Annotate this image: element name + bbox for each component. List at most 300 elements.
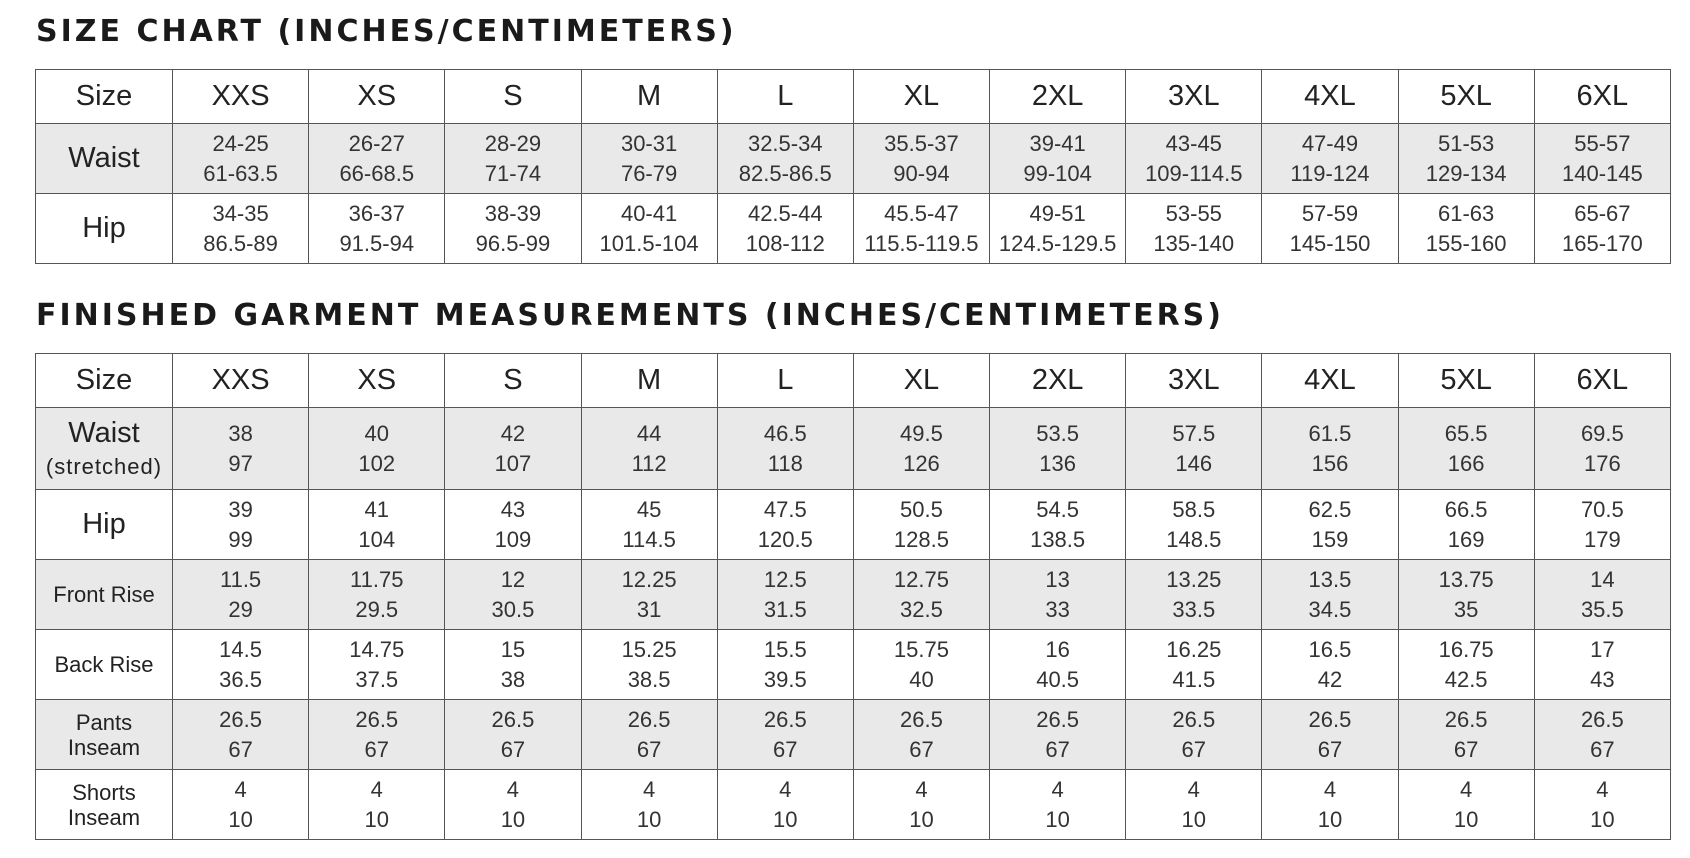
measurement-cell <box>1534 124 1670 194</box>
measurement-cell <box>1262 630 1398 700</box>
inches-value: 24-25 <box>212 130 269 156</box>
inches-value: 12.5 <box>763 566 807 592</box>
centimeters-value: 67 <box>1453 736 1479 762</box>
centimeters-value: 37.5 <box>355 666 399 692</box>
centimeters-value: 109-114.5 <box>1145 160 1243 186</box>
measurement-cell <box>717 124 853 194</box>
size-column-header: XL <box>853 354 989 408</box>
inches-value: 42 <box>500 420 526 446</box>
measurement-cell <box>445 700 581 770</box>
measurement-cell <box>1262 408 1398 490</box>
size-column-header: XS <box>309 70 445 124</box>
centimeters-value: 36.5 <box>219 666 262 692</box>
centimeters-value: 136 <box>1039 450 1076 476</box>
measurement-cell <box>1262 490 1398 560</box>
size-column-header: 5XL <box>1398 70 1534 124</box>
size-header-label: Size <box>36 354 173 408</box>
inches-value: 26.5 <box>627 706 671 732</box>
inches-value: 26.5 <box>1308 706 1352 732</box>
centimeters-value: 67 <box>909 736 934 762</box>
measurement-cell <box>445 194 581 264</box>
centimeters-value: 30.5 <box>491 596 535 622</box>
measurement-cell <box>1398 630 1534 700</box>
centimeters-value: 31.5 <box>763 596 807 622</box>
centimeters-value: 39.5 <box>763 666 807 692</box>
table-row <box>36 700 1671 770</box>
centimeters-value: 118 <box>767 450 803 476</box>
inches-value: 53.5 <box>1036 420 1080 446</box>
table-row <box>36 770 1671 840</box>
inches-value: 30-31 <box>620 130 678 156</box>
centimeters-value: 124.5-129.5 <box>998 230 1117 256</box>
inches-value: 62.5 <box>1308 496 1352 522</box>
centimeters-value: 67 <box>228 736 253 762</box>
row-label-line: Inseam <box>67 734 141 760</box>
inches-value: 11.75 <box>350 566 404 592</box>
inches-value: 40 <box>364 420 389 446</box>
inches-value: 58.5 <box>1172 496 1216 522</box>
centimeters-value: 29 <box>228 596 253 622</box>
inches-value: 26.5 <box>1172 706 1216 732</box>
measurement-cell <box>1534 560 1670 630</box>
centimeters-value: 135-140 <box>1153 230 1235 256</box>
measurement-cell <box>990 124 1126 194</box>
measurement-cell <box>717 194 853 264</box>
centimeters-value: 67 <box>500 736 526 762</box>
centimeters-value: 41.5 <box>1172 666 1216 692</box>
row-label-line: Pants <box>75 709 133 735</box>
centimeters-value: 99 <box>228 526 253 552</box>
measurement-cell <box>1262 124 1398 194</box>
inches-value: 57-59 <box>1301 200 1359 226</box>
centimeters-value: 109 <box>494 526 532 552</box>
measurement-cell <box>445 408 581 490</box>
size-column-header: L <box>717 70 853 124</box>
measurement-cell <box>173 124 309 194</box>
size-column-header: XXS <box>173 70 309 124</box>
inches-value: 40-41 <box>620 200 678 226</box>
inches-value: 53-55 <box>1165 200 1222 226</box>
inches-value: 61.5 <box>1308 420 1352 446</box>
centimeters-value: 35.5 <box>1580 596 1624 622</box>
inches-value: 49-51 <box>1029 200 1086 226</box>
centimeters-value: 10 <box>1317 806 1343 832</box>
inches-value: 26.5 <box>1036 706 1080 732</box>
centimeters-value: 145-150 <box>1289 230 1371 256</box>
centimeters-value: 71-74 <box>484 160 542 186</box>
centimeters-value: 10 <box>636 806 662 832</box>
centimeters-value: 156 <box>1311 450 1349 476</box>
inches-value: 16.25 <box>1166 636 1222 662</box>
inches-value: 43-45 <box>1165 130 1222 156</box>
measurement-cell <box>1126 770 1262 840</box>
measurement-cell <box>1534 630 1670 700</box>
centimeters-value: 10 <box>909 806 934 832</box>
measurement-cell <box>990 630 1126 700</box>
garment-measurements-table <box>35 353 1671 840</box>
measurement-cell <box>853 124 989 194</box>
measurement-cell <box>1534 194 1670 264</box>
size-column-header: 4XL <box>1262 354 1398 408</box>
centimeters-value: 102 <box>358 450 396 476</box>
centimeters-value: 97 <box>228 450 253 476</box>
measurement-cell <box>853 194 989 264</box>
table-row <box>36 124 1671 194</box>
inches-value: 26.5 <box>1444 706 1488 732</box>
inches-value: 65.5 <box>1444 420 1488 446</box>
inches-value: 17 <box>1590 636 1615 662</box>
table-row <box>36 408 1671 490</box>
inches-value: 47-49 <box>1301 130 1359 156</box>
measurement-cell <box>581 490 717 560</box>
centimeters-value: 166 <box>1447 450 1485 476</box>
size-column-header: 2XL <box>990 70 1126 124</box>
row-label <box>36 124 173 194</box>
inches-value: 4 <box>1187 776 1200 802</box>
measurement-cell <box>173 770 309 840</box>
centimeters-value: 10 <box>364 806 389 832</box>
inches-value: 46.5 <box>763 420 807 446</box>
centimeters-value: 67 <box>1317 736 1343 762</box>
centimeters-value: 29.5 <box>355 596 399 622</box>
inches-value: 47.5 <box>763 496 807 522</box>
size-column-header: 6XL <box>1534 354 1670 408</box>
measurement-cell <box>1262 194 1398 264</box>
inches-value: 4 <box>642 776 656 802</box>
garment-measurements-title: FINISHED GARMENT MEASUREMENTS (INCHES/CENTIMETERS) <box>36 298 1225 333</box>
centimeters-value: 31 <box>636 596 662 622</box>
inches-value: 28-29 <box>484 130 542 156</box>
table-row <box>36 490 1671 560</box>
size-column-header: XL <box>853 70 989 124</box>
measurement-cell <box>1126 408 1262 490</box>
inches-value: 54.5 <box>1036 496 1080 522</box>
centimeters-value: 40.5 <box>1036 666 1080 692</box>
measurement-cell <box>173 560 309 630</box>
inches-value: 13.25 <box>1166 566 1222 592</box>
centimeters-value: 101.5-104 <box>599 230 699 256</box>
measurement-cell <box>581 560 717 630</box>
measurement-cell <box>173 408 309 490</box>
centimeters-value: 10 <box>1045 806 1070 832</box>
centimeters-value: 112 <box>631 450 667 476</box>
centimeters-value: 90-94 <box>893 160 950 186</box>
size-chart-title: SIZE CHART (INCHES/CENTIMETERS) <box>36 14 737 49</box>
row-label <box>36 700 173 770</box>
size-column-header: L <box>717 354 853 408</box>
measurement-cell <box>309 124 445 194</box>
measurement-cell <box>173 630 309 700</box>
centimeters-value: 148.5 <box>1166 526 1222 552</box>
centimeters-value: 115.5-119.5 <box>864 230 979 256</box>
inches-value: 70.5 <box>1580 496 1624 522</box>
inches-value: 13.75 <box>1438 566 1494 592</box>
row-label <box>36 194 173 264</box>
inches-value: 26.5 <box>763 706 807 732</box>
inches-value: 14.5 <box>219 636 262 662</box>
size-column-header: 5XL <box>1398 354 1534 408</box>
table-row <box>36 630 1671 700</box>
row-label-line: Shorts <box>72 779 136 805</box>
row-label <box>36 560 173 630</box>
inches-value: 13.5 <box>1308 566 1352 592</box>
centimeters-value: 34.5 <box>1308 596 1352 622</box>
measurement-cell <box>990 408 1126 490</box>
centimeters-value: 120.5 <box>757 526 813 552</box>
inches-value: 16 <box>1045 636 1070 662</box>
centimeters-value: 114.5 <box>622 526 676 552</box>
inches-value: 32.5-34 <box>747 130 823 156</box>
measurement-cell <box>1262 700 1398 770</box>
measurement-cell <box>1262 560 1398 630</box>
measurement-cell <box>581 770 717 840</box>
inches-value: 26-27 <box>348 130 405 156</box>
table-row <box>36 194 1671 264</box>
measurement-cell <box>309 194 445 264</box>
inches-value: 4 <box>1323 776 1337 802</box>
inches-value: 35.5-37 <box>884 130 959 156</box>
inches-value: 49.5 <box>900 420 943 446</box>
measurement-cell <box>1126 560 1262 630</box>
row-label-text: Waist <box>68 417 140 449</box>
row-label-text: Hip <box>82 508 126 540</box>
centimeters-value: 40 <box>909 666 934 692</box>
size-column-header: 2XL <box>990 354 1126 408</box>
inches-value: 41 <box>364 496 389 522</box>
inches-value: 4 <box>779 776 792 802</box>
measurement-cell <box>717 770 853 840</box>
inches-value: 12.25 <box>621 566 677 592</box>
measurement-cell <box>717 630 853 700</box>
inches-value: 39-41 <box>1029 130 1086 156</box>
measurement-cell <box>1534 700 1670 770</box>
measurement-cell <box>445 630 581 700</box>
inches-value: 26.5 <box>1580 706 1624 732</box>
centimeters-value: 66-68.5 <box>339 160 415 186</box>
inches-value: 26.5 <box>355 706 399 732</box>
table-row <box>36 560 1671 630</box>
measurement-cell <box>445 124 581 194</box>
inches-value: 4 <box>1596 776 1609 802</box>
inches-value: 4 <box>506 776 520 802</box>
size-column-header: 6XL <box>1534 70 1670 124</box>
centimeters-value: 10 <box>228 806 253 832</box>
size-column-header: 3XL <box>1126 70 1262 124</box>
centimeters-value: 10 <box>500 806 526 832</box>
inches-value: 4 <box>1460 776 1473 802</box>
measurement-cell <box>990 560 1126 630</box>
row-label-text: Back Rise <box>54 652 154 677</box>
centimeters-value: 86.5-89 <box>203 230 278 256</box>
inches-value: 39 <box>228 496 253 522</box>
measurement-cell <box>1398 490 1534 560</box>
measurement-cell <box>990 700 1126 770</box>
row-label <box>36 490 173 560</box>
inches-value: 38 <box>228 420 253 446</box>
centimeters-value: 129-134 <box>1425 160 1507 186</box>
measurement-cell <box>1262 770 1398 840</box>
centimeters-value: 169 <box>1447 526 1485 552</box>
centimeters-value: 179 <box>1584 526 1621 552</box>
row-label-text: Waist <box>68 142 140 174</box>
measurement-cell <box>717 700 853 770</box>
measurement-cell <box>1398 770 1534 840</box>
measurement-cell <box>853 700 989 770</box>
inches-value: 66.5 <box>1444 496 1488 522</box>
inches-value: 26.5 <box>900 706 943 732</box>
measurement-cell <box>1534 490 1670 560</box>
measurement-cell <box>309 630 445 700</box>
inches-value: 15.25 <box>621 636 677 662</box>
size-header-row <box>36 354 1671 408</box>
measurement-cell <box>1126 194 1262 264</box>
centimeters-value: 99-104 <box>1023 160 1092 186</box>
centimeters-value: 42 <box>1317 666 1343 692</box>
centimeters-value: 176 <box>1584 450 1621 476</box>
centimeters-value: 42.5 <box>1444 666 1488 692</box>
centimeters-value: 138.5 <box>1030 526 1086 552</box>
measurement-cell <box>1126 700 1262 770</box>
centimeters-value: 67 <box>1590 736 1615 762</box>
measurement-cell <box>990 770 1126 840</box>
measurement-cell <box>1398 700 1534 770</box>
inches-value: 12.75 <box>893 566 949 592</box>
measurement-cell <box>1398 560 1534 630</box>
measurement-cell <box>309 700 445 770</box>
measurement-cell <box>990 194 1126 264</box>
inches-value: 14.75 <box>349 636 405 662</box>
size-column-header: XXS <box>173 354 309 408</box>
centimeters-value: 35 <box>1453 596 1479 622</box>
measurement-cell <box>853 408 989 490</box>
centimeters-value: 165-170 <box>1561 230 1643 256</box>
size-column-header: M <box>581 70 717 124</box>
centimeters-value: 76-79 <box>620 160 678 186</box>
inches-value: 45 <box>636 496 662 522</box>
centimeters-value: 104 <box>358 526 396 552</box>
inches-value: 13 <box>1045 566 1070 592</box>
inches-value: 11.5 <box>219 566 262 592</box>
inches-value: 16.5 <box>1308 636 1352 662</box>
centimeters-value: 33.5 <box>1172 596 1216 622</box>
inches-value: 69.5 <box>1580 420 1624 446</box>
centimeters-value: 67 <box>1045 736 1070 762</box>
centimeters-value: 67 <box>364 736 389 762</box>
measurement-cell <box>309 408 445 490</box>
inches-value: 43 <box>500 496 526 522</box>
inches-value: 15.75 <box>893 636 949 662</box>
centimeters-value: 96.5-99 <box>475 230 551 256</box>
inches-value: 57.5 <box>1172 420 1216 446</box>
centimeters-value: 82.5-86.5 <box>738 160 832 186</box>
measurement-cell <box>173 700 309 770</box>
inches-value: 65-67 <box>1574 200 1631 226</box>
measurement-cell <box>717 560 853 630</box>
measurement-cell <box>173 490 309 560</box>
measurement-cell <box>1534 408 1670 490</box>
measurement-cell <box>717 408 853 490</box>
centimeters-value: 91.5-94 <box>339 230 415 256</box>
measurement-cell <box>445 770 581 840</box>
row-label-text: Hip <box>82 212 126 244</box>
centimeters-value: 10 <box>1181 806 1207 832</box>
measurement-cell <box>853 560 989 630</box>
inches-value: 36-37 <box>348 200 405 226</box>
centimeters-value: 126 <box>903 450 940 476</box>
measurement-cell <box>581 630 717 700</box>
inches-value: 50.5 <box>900 496 943 522</box>
centimeters-value: 67 <box>636 736 662 762</box>
row-label-text: Front Rise <box>53 582 155 607</box>
measurement-cell <box>1398 124 1534 194</box>
centimeters-value: 119-124 <box>1290 160 1370 186</box>
measurement-cell <box>1398 194 1534 264</box>
inches-value: 12 <box>500 566 526 592</box>
inches-value: 4 <box>915 776 928 802</box>
inches-value: 16.75 <box>1438 636 1494 662</box>
centimeters-value: 140-145 <box>1561 160 1643 186</box>
inches-value: 51-53 <box>1437 130 1495 156</box>
centimeters-value: 159 <box>1311 526 1349 552</box>
measurement-cell <box>581 408 717 490</box>
inches-value: 4 <box>1051 776 1064 802</box>
size-chart-table <box>35 69 1671 264</box>
inches-value: 61-63 <box>1437 200 1495 226</box>
inches-value: 34-35 <box>212 200 269 226</box>
size-column-header: 4XL <box>1262 70 1398 124</box>
measurement-cell <box>1398 408 1534 490</box>
measurement-cell <box>1126 490 1262 560</box>
measurement-cell <box>309 560 445 630</box>
centimeters-value: 38.5 <box>627 666 671 692</box>
size-header-row <box>36 70 1671 124</box>
inches-value: 4 <box>234 776 247 802</box>
measurement-cell <box>173 194 309 264</box>
inches-value: 44 <box>636 420 662 446</box>
centimeters-value: 128.5 <box>893 526 949 552</box>
row-label <box>36 408 173 490</box>
inches-value: 26.5 <box>219 706 262 732</box>
inches-value: 4 <box>370 776 383 802</box>
measurement-cell <box>581 700 717 770</box>
row-label-line: Inseam <box>67 804 141 830</box>
row-label <box>36 630 173 700</box>
size-column-header: XS <box>309 354 445 408</box>
centimeters-value: 61-63.5 <box>203 160 278 186</box>
measurement-cell <box>1126 124 1262 194</box>
measurement-cell <box>990 490 1126 560</box>
row-label <box>36 770 173 840</box>
size-column-header: M <box>581 354 717 408</box>
measurement-cell <box>445 490 581 560</box>
centimeters-value: 146 <box>1175 450 1213 476</box>
inches-value: 42.5-44 <box>747 200 823 226</box>
size-header-label: Size <box>36 70 173 124</box>
measurement-cell <box>853 630 989 700</box>
row-sublabel: (stretched) <box>45 454 163 479</box>
centimeters-value: 67 <box>1181 736 1207 762</box>
inches-value: 26.5 <box>491 706 535 732</box>
centimeters-value: 10 <box>773 806 798 832</box>
inches-value: 45.5-47 <box>884 200 959 226</box>
measurement-cell <box>309 490 445 560</box>
size-column-header: S <box>445 354 581 408</box>
inches-value: 15.5 <box>763 636 807 662</box>
size-column-header: S <box>445 70 581 124</box>
centimeters-value: 43 <box>1590 666 1615 692</box>
centimeters-value: 38 <box>500 666 526 692</box>
size-column-header: 3XL <box>1126 354 1262 408</box>
